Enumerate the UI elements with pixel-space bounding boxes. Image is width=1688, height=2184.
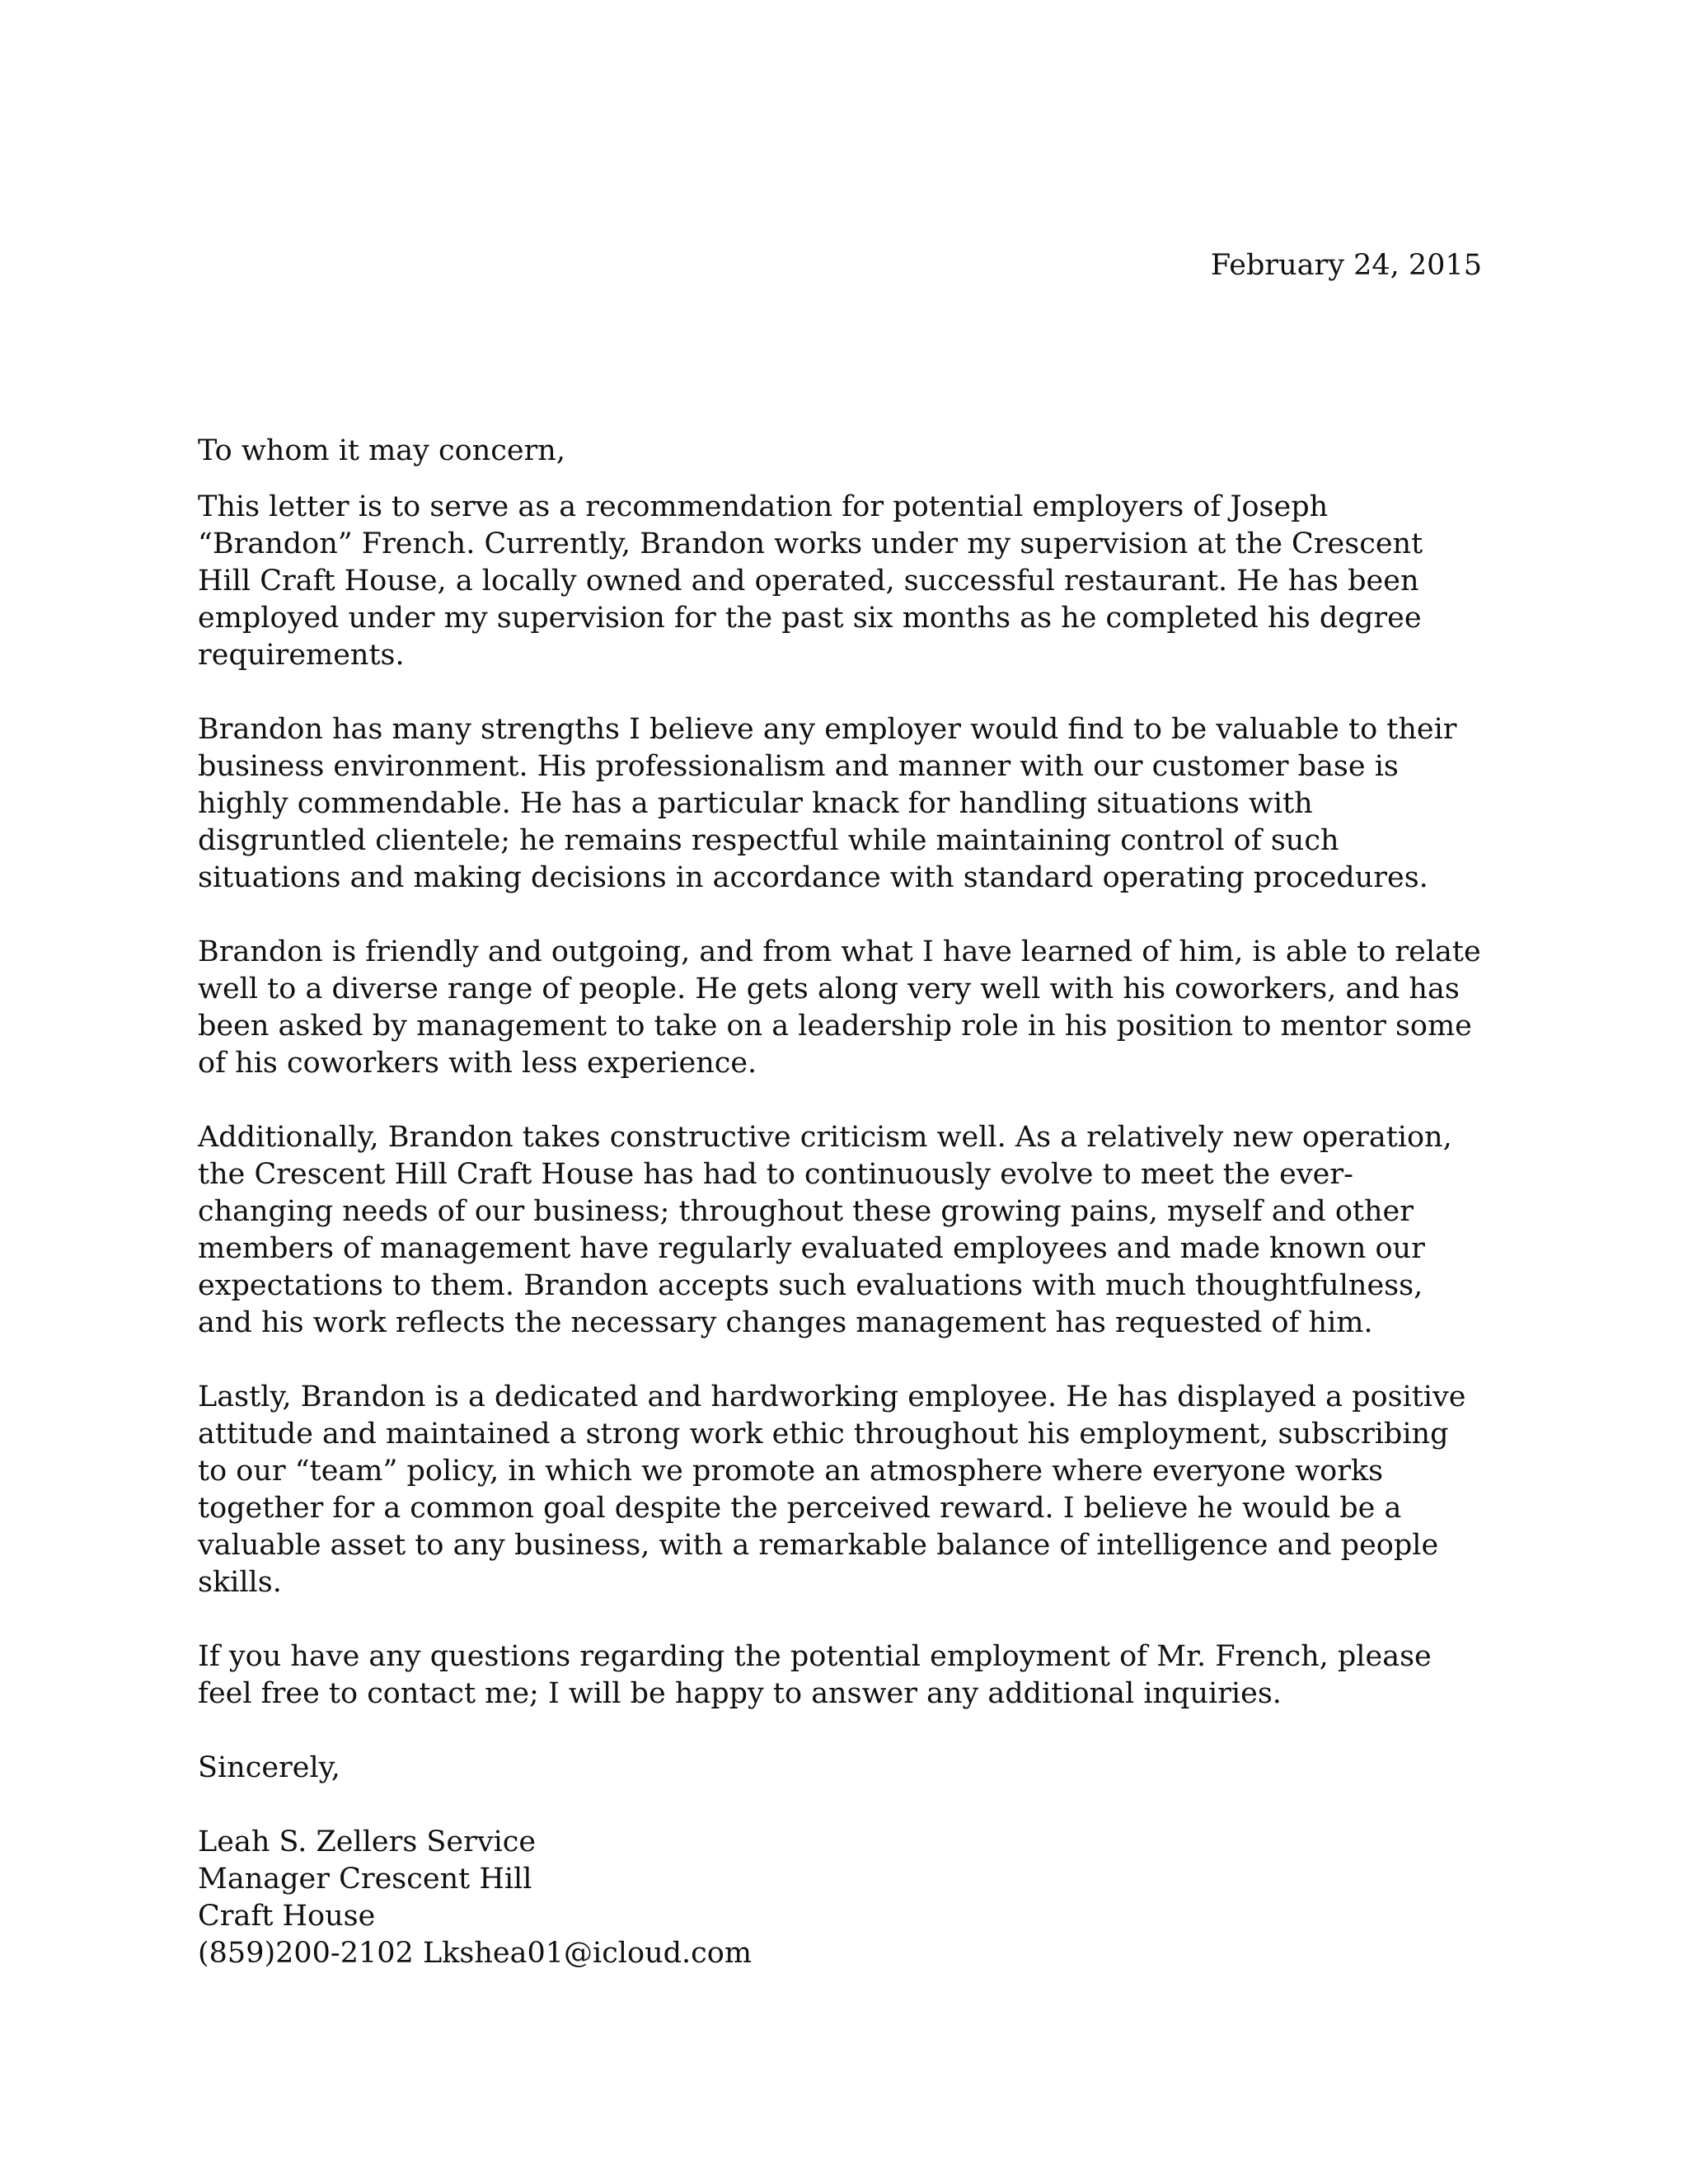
paragraph-introduction: This letter is to serve as a recommendation for potential employers of Joseph “Brandon” French. Currently, Brandon works under my supervision at the Crescent Hill Craft House, a locally owned and operated, successful restaurant. He has been employed under my supervision for the past six months as he completed his degree requirements.	[198, 490, 1423, 672]
salutation: To whom it may concern,	[198, 434, 565, 467]
paragraph-personality: Brandon is friendly and outgoing, and from what I have learned of him, is able to relate well to a diverse range of people. He gets along very well with his coworkers, and has been asked by management to take on a leadership role in his position to mentor some of his coworkers with less experience.	[198, 935, 1481, 1080]
letter-date: February 24, 2015	[1210, 249, 1482, 282]
signature-contact: (859)200-2102 Lkshea01@icloud.com	[198, 1937, 753, 1970]
signature-company: Craft House	[198, 1900, 376, 1933]
signature-name: Leah S. Zellers Service	[198, 1825, 537, 1858]
closing: Sincerely,	[198, 1751, 340, 1784]
paragraph-contact: If you have any questions regarding the potential employment of Mr. French, please feel free to contact me; I will be happy to answer any additional inquiries.	[198, 1640, 1432, 1710]
signature-block	[198, 1824, 1484, 1972]
letter-body	[198, 433, 1484, 1972]
signature-title: Manager Crescent Hill	[198, 1863, 532, 1896]
paragraph-criticism: Additionally, Brandon takes constructive criticism well. As a relatively new operation, the Crescent Hill Craft House has had to continuously evolve to meet the ever-changing needs of our business; throughout these growing pains, myself and other members of management have regularly evaluated employees and made known our expectations to them. Brandon accepts such evaluations with much thoughtfulness, and his work reflects the necessary changes management has requested of him.	[198, 1121, 1452, 1339]
paragraph-work-ethic: Lastly, Brandon is a dedicated and hardworking employee. He has displayed a positive attitude and maintained a strong work ethic throughout his employment, subscribing to our “team” policy, in which we promote an atmosphere where everyone works together for a common goal despite the perceived reward. I believe he would be a valuable asset to any business, with a remarkable balance of intelligence and people skills.	[198, 1380, 1466, 1599]
paragraph-strengths: Brandon has many strengths I believe any employer would find to be valuable to their business environment. His professionalism and manner with our customer base is highly commendable. He has a particular knack for handling situations with disgruntled clientele; he remains respectful while maintaining control of such situations and making decisions in accordance with standard operating procedures.	[198, 713, 1457, 894]
